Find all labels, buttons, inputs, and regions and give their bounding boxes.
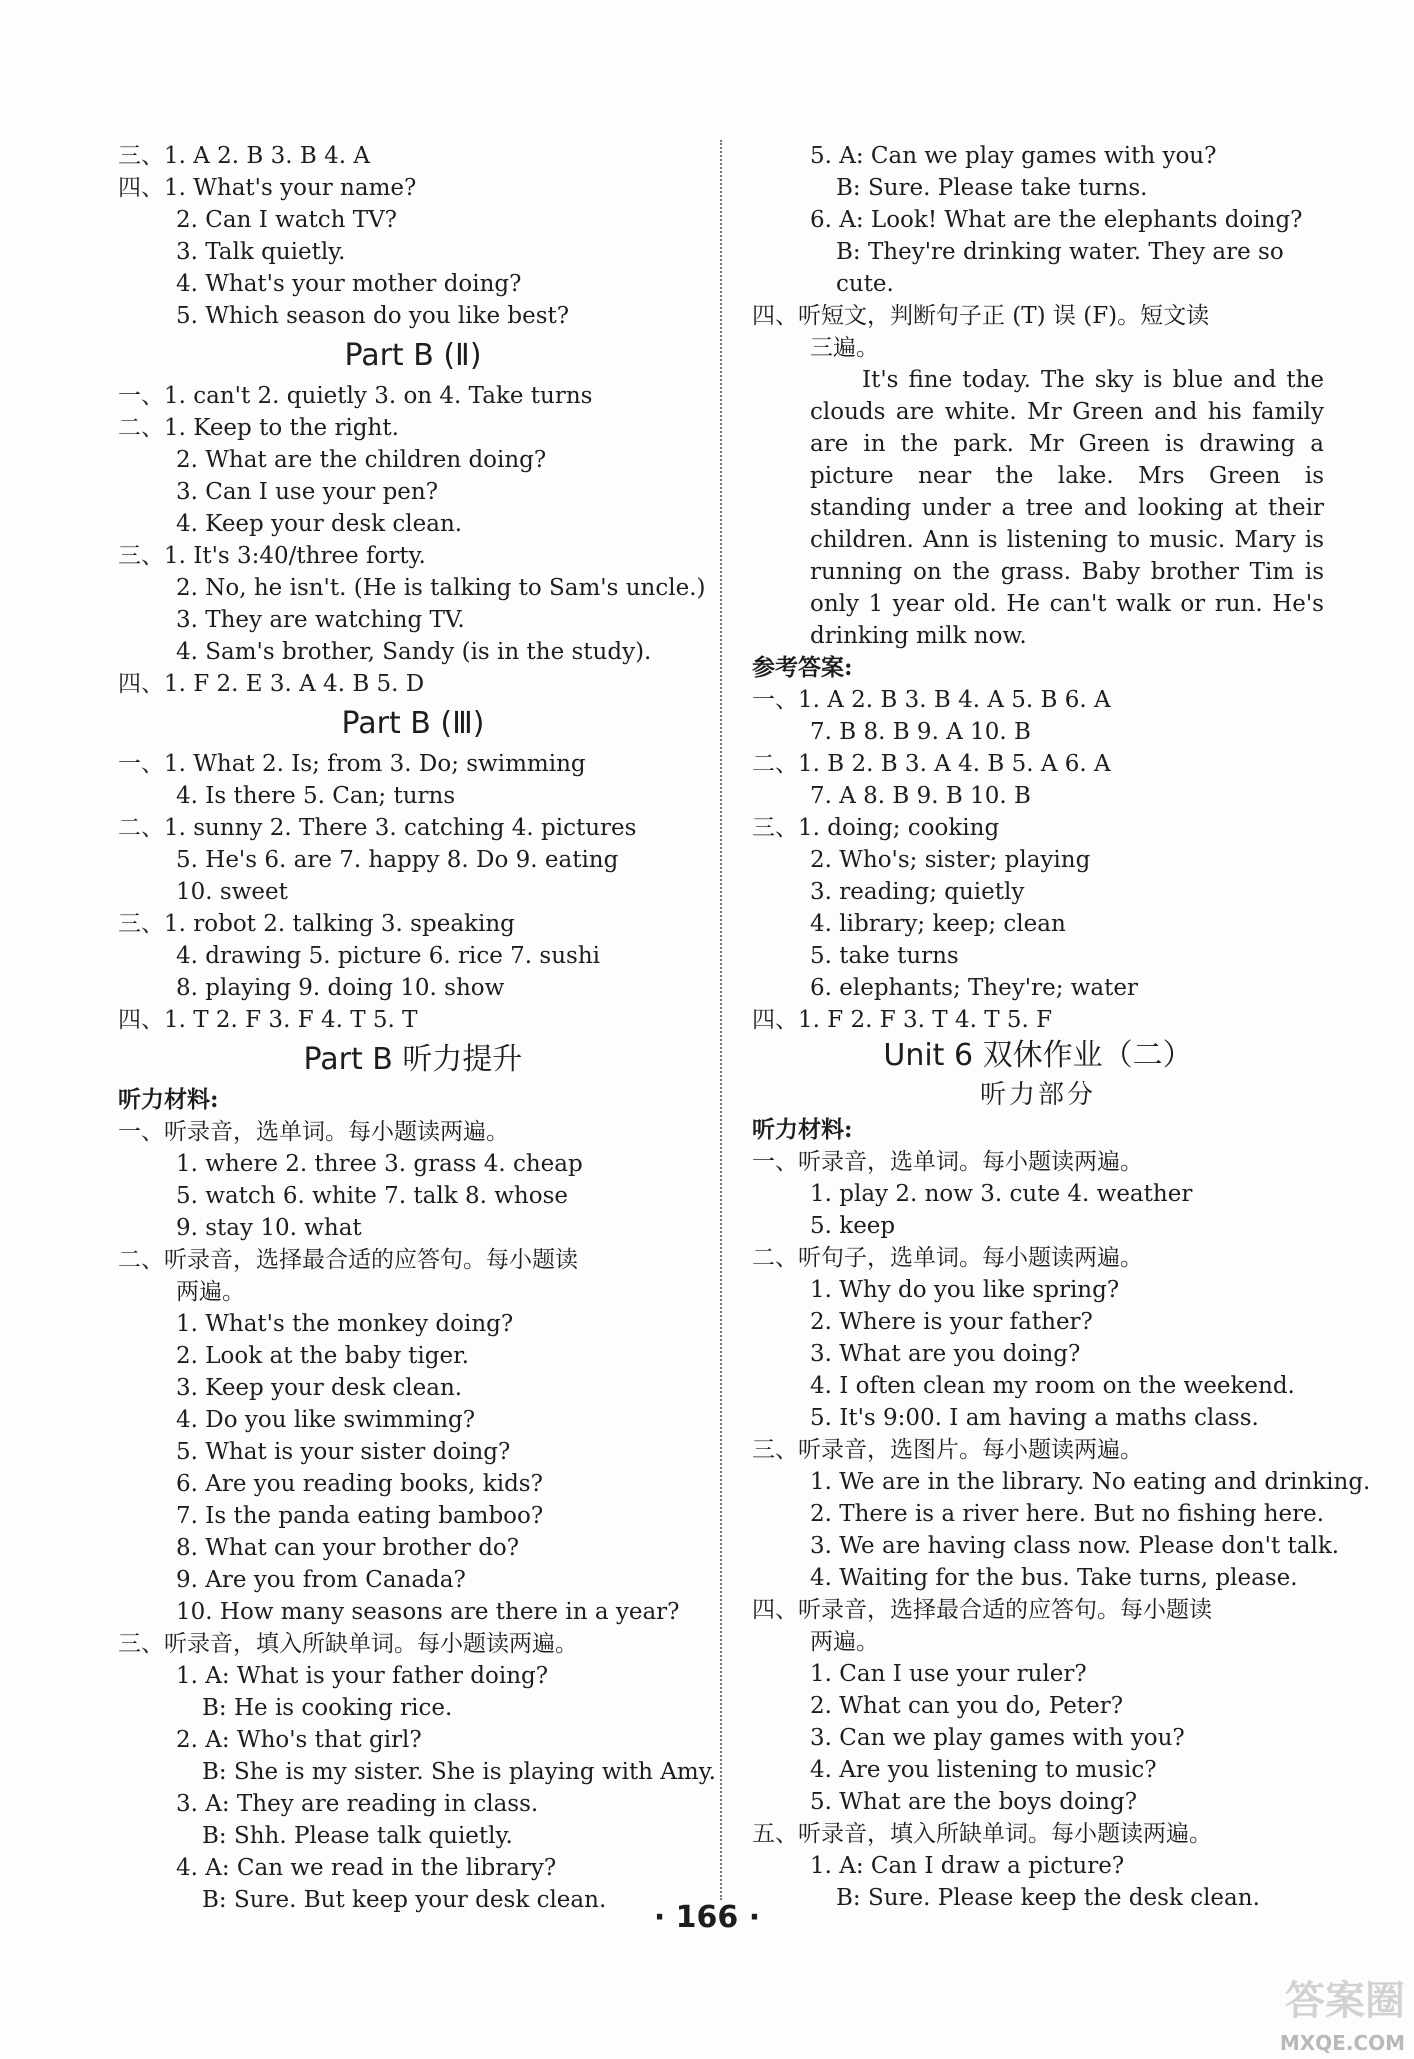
answer-line: 四、1. T 2. F 3. F 4. T 5. T — [118, 1007, 418, 1033]
answer-line: 二、1. B 2. B 3. A 4. B 5. A 6. A — [752, 751, 1111, 777]
dialogue-line: 5. A: Can we play games with you? — [810, 143, 1217, 169]
answer-line: 一、1. A 2. B 3. B 4. A 5. B 6. A — [752, 687, 1111, 713]
dialogue-line: B: Shh. Please talk quietly. — [202, 1823, 513, 1849]
section-title-listening: Part B 听力提升 — [303, 1042, 523, 1077]
answer-line: 1. Why do you like spring? — [810, 1277, 1120, 1303]
question-heading: 一、听录音，选单词。每小题读两遍。 — [752, 1149, 1143, 1175]
answer-line: 二、1. Keep to the right. — [118, 415, 399, 441]
answer-line: 4. Do you like swimming? — [176, 1407, 476, 1433]
answer-line: 3. Can we play games with you? — [810, 1725, 1185, 1751]
question-heading-cont: 两遍。 — [176, 1279, 245, 1305]
answer-line: 9. stay 10. what — [176, 1215, 362, 1241]
answer-line: 2. There is a river here. But no fishing here. — [810, 1501, 1325, 1527]
listening-material-label: 听力材料: — [118, 1086, 219, 1113]
answer-line: 三、1. robot 2. talking 3. speaking — [118, 911, 515, 937]
answer-line: 3. Talk quietly. — [176, 239, 346, 265]
answer-line: 5. Which season do you like best? — [176, 303, 570, 329]
dialogue-line: 1. A: Can I draw a picture? — [810, 1853, 1125, 1879]
answer-line: 9. Are you from Canada? — [176, 1567, 466, 1593]
answer-line: 2. Look at the baby tiger. — [176, 1343, 469, 1369]
answer-line: 2. Can I watch TV? — [176, 207, 398, 233]
dialogue-line: B: He is cooking rice. — [202, 1695, 453, 1721]
question-heading: 三、听录音，选图片。每小题读两遍。 — [752, 1437, 1143, 1463]
answer-line: 7. Is the panda eating bamboo? — [176, 1503, 544, 1529]
watermark-url: MXQE.COM — [1279, 2031, 1405, 2055]
answer-line: 4. Sam's brother, Sandy (is in the study). — [176, 639, 652, 665]
question-heading: 二、听句子，选单词。每小题读两遍。 — [752, 1245, 1143, 1271]
dialogue-line: 2. A: Who's that girl? — [176, 1727, 422, 1753]
answer-line: 4. Is there 5. Can; turns — [176, 783, 456, 809]
watermark — [1235, 1975, 1405, 2055]
answer-line: 4. What's your mother doing? — [176, 271, 522, 297]
column-divider — [720, 140, 722, 1900]
answer-line: 三、1. doing; cooking — [752, 815, 1000, 841]
answer-line: 7. B 8. B 9. A 10. B — [810, 719, 1031, 745]
answer-line: 四、1. F 2. F 3. T 4. T 5. F — [752, 1007, 1053, 1033]
answer-line: 三、1. It's 3:40/three forty. — [118, 543, 426, 569]
question-heading: 五、听录音，填入所缺单词。每小题读两遍。 — [752, 1821, 1212, 1847]
answer-line: 8. playing 9. doing 10. show — [176, 975, 505, 1001]
answer-line: 1. Can I use your ruler? — [810, 1661, 1087, 1687]
answer-line: 3. reading; quietly — [810, 879, 1025, 905]
answer-line: 1. play 2. now 3. cute 4. weather — [810, 1181, 1193, 1207]
answer-line: 7. A 8. B 9. B 10. B — [810, 783, 1031, 809]
watermark-logo: 答案圈 — [1285, 1978, 1405, 2024]
answer-line: 8. What can your brother do? — [176, 1535, 520, 1561]
answer-line: 三、1. A 2. B 3. B 4. A — [118, 143, 370, 169]
right-column — [752, 140, 1371, 1914]
answer-line: 一、1. What 2. Is; from 3. Do; swimming — [118, 751, 586, 777]
section-title-part-b-3: Part B (Ⅲ) — [341, 706, 485, 741]
dialogue-line: 1. A: What is your father doing? — [176, 1663, 549, 1689]
answer-line: 4. Waiting for the bus. Take turns, please. — [810, 1565, 1298, 1591]
answer-line: 5. He's 6. are 7. happy 8. Do 9. eating — [176, 847, 619, 873]
answer-line: 3. What are you doing? — [810, 1341, 1081, 1367]
answer-line: 3. Can I use your pen? — [176, 479, 439, 505]
dialogue-line: B: Sure. But keep your desk clean. — [202, 1887, 607, 1913]
answer-line: 2. Where is your father? — [810, 1309, 1093, 1335]
question-heading: 三、听录音，填入所缺单词。每小题读两遍。 — [118, 1631, 578, 1657]
dialogue-line: 3. A: They are reading in class. — [176, 1791, 539, 1817]
answer-line: 2. No, he isn't. (He is talking to Sam's uncle.) — [176, 575, 706, 601]
answer-line: 4. Are you listening to music? — [810, 1757, 1157, 1783]
answer-line: 10. How many seasons are there in a year? — [176, 1599, 680, 1625]
answer-line: 3. We are having class now. Please don't talk. — [810, 1533, 1340, 1559]
answer-line: 5. watch 6. white 7. talk 8. whose — [176, 1183, 569, 1209]
unit6-subtitle: 听力部分 — [979, 1080, 1096, 1110]
answer-line: 1. What's the monkey doing? — [176, 1311, 514, 1337]
page-number: · 166 · — [653, 1900, 761, 1935]
question-heading: 二、听录音，选择最合适的应答句。每小题读 — [118, 1247, 578, 1273]
dialogue-line: 6. A: Look! What are the elephants doing? — [810, 207, 1303, 233]
dialogue-line: B: Sure. Please take turns. — [836, 175, 1148, 201]
question-heading: 四、听短文，判断句子正 (T) 误 (F)。短文读 — [752, 303, 1210, 329]
answer-line: 4. Keep your desk clean. — [176, 511, 463, 537]
dialogue-line: B: She is my sister. She is playing with Amy. — [202, 1759, 716, 1785]
question-heading-cont: 两遍。 — [810, 1629, 879, 1655]
question-heading-cont: 三遍。 — [810, 335, 879, 361]
reference-answers-label: 参考答案: — [752, 654, 853, 681]
answer-line: 3. Keep your desk clean. — [176, 1375, 463, 1401]
answer-line: 一、1. can't 2. quietly 3. on 4. Take turns — [118, 383, 593, 409]
answer-line: 5. It's 9:00. I am having a maths class. — [810, 1405, 1259, 1431]
answer-line: 3. They are watching TV. — [176, 607, 465, 633]
answer-line: 2. Who's; sister; playing — [810, 847, 1091, 873]
answer-line: 2. What can you do, Peter? — [810, 1693, 1124, 1719]
answer-line: 2. What are the children doing? — [176, 447, 547, 473]
answer-line: 5. take turns — [810, 943, 959, 969]
left-column — [118, 140, 716, 1916]
answer-line: 5. What are the boys doing? — [810, 1789, 1138, 1815]
dialogue-line: cute. — [836, 271, 894, 297]
answer-line: 10. sweet — [176, 879, 288, 905]
question-heading: 四、听录音，选择最合适的应答句。每小题读 — [752, 1597, 1212, 1623]
section-title-part-b-2: Part B (Ⅱ) — [344, 338, 482, 373]
listening-material-label: 听力材料: — [752, 1116, 853, 1143]
answer-line: 二、1. sunny 2. There 3. catching 4. pictures — [118, 815, 637, 841]
answer-line: 四、1. What's your name? — [118, 175, 417, 201]
answer-line: 5. keep — [810, 1213, 896, 1239]
answer-line: 四、1. F 2. E 3. A 4. B 5. D — [118, 671, 425, 697]
answer-line: 6. Are you reading books, kids? — [176, 1471, 543, 1497]
answer-line: 4. library; keep; clean — [810, 911, 1066, 937]
answer-line: 1. We are in the library. No eating and drinking. — [810, 1469, 1371, 1495]
listening-passage: It's fine today. The sky is blue and the clouds are white. Mr Green and his family are in the park. Mr Green is drawing a picture near the lake. Mrs Green is standing under a tree and looking at their children. Ann is listening to music. Mary is running on the grass. Baby brother Tim is only 1 year old. He can't walk or run. He's drinking milk now. — [810, 367, 1324, 649]
dialogue-line: 4. A: Can we read in the library? — [176, 1855, 557, 1881]
answer-line: 6. elephants; They're; water — [810, 975, 1138, 1001]
answer-line: 1. where 2. three 3. grass 4. cheap — [176, 1151, 583, 1177]
answer-line: 4. drawing 5. picture 6. rice 7. sushi — [176, 943, 601, 969]
question-heading: 一、听录音，选单词。每小题读两遍。 — [118, 1119, 509, 1145]
answer-line: 5. What is your sister doing? — [176, 1439, 511, 1465]
answer-line: 4. I often clean my room on the weekend. — [810, 1373, 1295, 1399]
unit6-title: Unit 6 双休作业（二） — [883, 1038, 1193, 1073]
dialogue-line: B: Sure. Please keep the desk clean. — [836, 1885, 1260, 1911]
dialogue-line: B: They're drinking water. They are so — [836, 239, 1284, 265]
